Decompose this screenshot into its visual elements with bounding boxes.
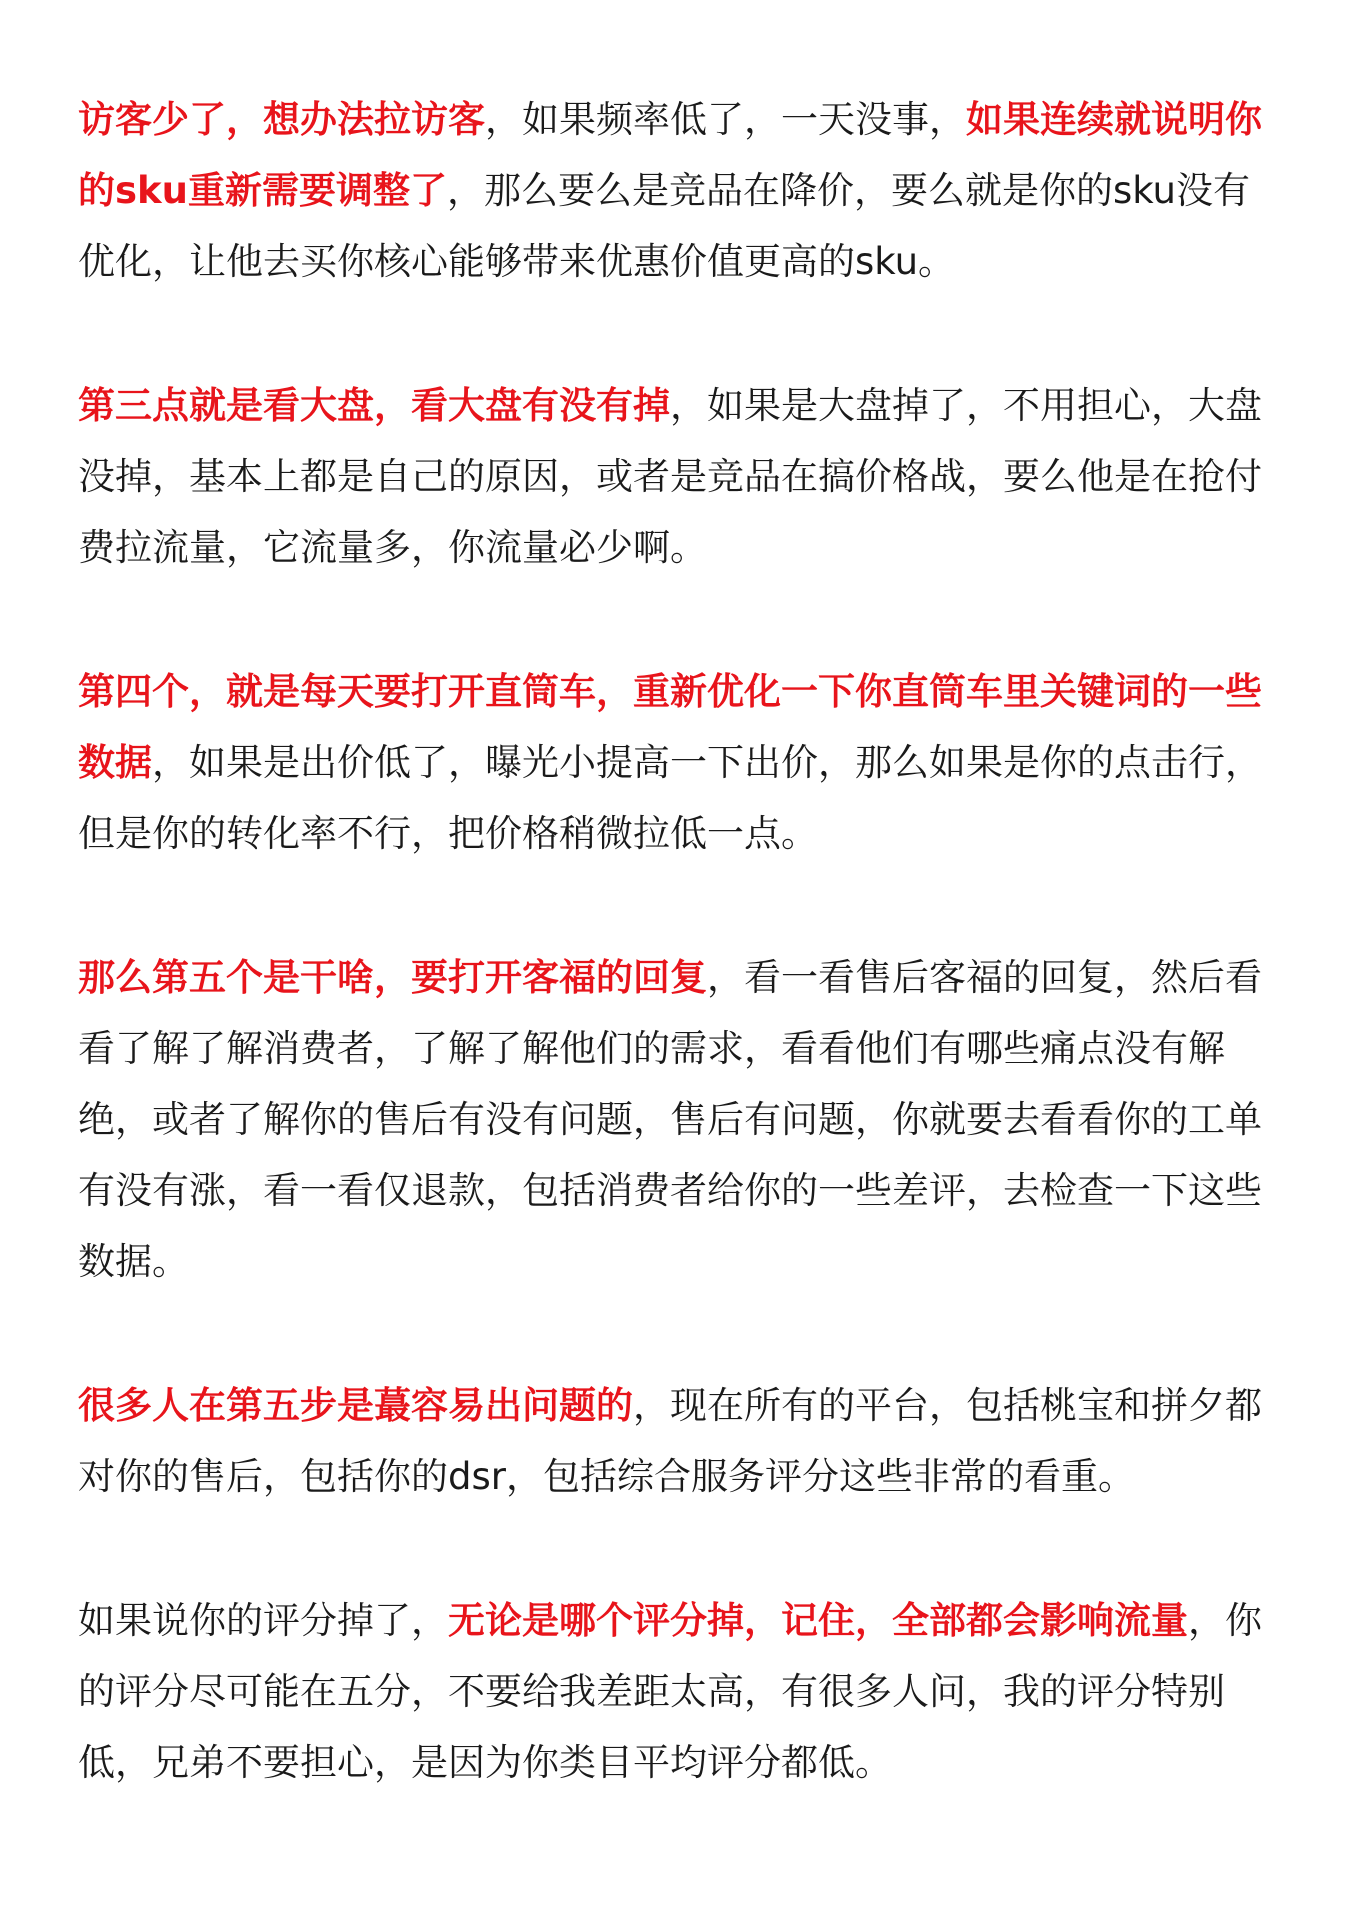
- body-text: ，如果是出价低了，曝光小提高一下出价，那么如果是你的点击行，但是你的转化率不行，把价格稍微拉低一点。: [78, 741, 1262, 855]
- highlight-text: 访客少了，想办法拉访客: [78, 98, 485, 141]
- body-text: ，现在所有的平台，包括桃宝和拼夕都对你的售后，包括你的dsr，包括综合服务评分这些非常的看重。: [78, 1384, 1262, 1498]
- paragraph-6: [78, 1585, 1284, 1798]
- body-text: ，看一看售后客福的回复，然后看看了解了解消费者，了解了解他们的需求，看看他们有哪些痛点没有解绝，或者了解你的售后有没有问题，售后有问题，你就要去看看你的工单有没有涨，看一看仅退款，包括消费者给你的一些差评，去检查一下这些数据。: [78, 956, 1262, 1283]
- paragraph-4: [78, 942, 1284, 1297]
- highlight-text: 如果连续就说明你的sku重新需要调整了: [78, 98, 1262, 212]
- highlight-text: 第三点就是看大盘，看大盘有没有掉: [78, 384, 670, 427]
- highlight-text: 无论是哪个评分掉，记住，全部都会影响流量: [448, 1599, 1188, 1642]
- paragraph-5: [78, 1370, 1284, 1512]
- body-text: ，你的评分尽可能在五分，不要给我差距太高，有很多人问，我的评分特别低，兄弟不要担心，是因为你类目平均评分都低。: [78, 1599, 1262, 1784]
- body-text: 如果说你的评分掉了，: [78, 1599, 448, 1642]
- body-text: ，如果频率低了，一天没事，: [485, 98, 966, 141]
- highlight-text: 那么第五个是干啥，要打开客福的回复: [78, 956, 707, 999]
- paragraph-1: [78, 84, 1284, 297]
- highlight-text: 第四个，就是每天要打开直筒车，重新优化一下你直筒车里关键词的一些数据: [78, 670, 1262, 784]
- article-body: [78, 84, 1284, 1798]
- body-text: ，如果是大盘掉了，不用担心，大盘没掉，基本上都是自己的原因，或者是竞品在搞价格战，要么他是在抢付费拉流量，它流量多，你流量必少啊。: [78, 384, 1262, 569]
- body-text: ，那么要么是竞品在降价，要么就是你的sku没有优化，让他去买你核心能够带来优惠价值更高的sku。: [78, 169, 1250, 283]
- highlight-text: 很多人在第五步是蕞容易出问题的: [78, 1384, 633, 1427]
- paragraph-2: [78, 370, 1284, 583]
- paragraph-3: [78, 656, 1284, 869]
